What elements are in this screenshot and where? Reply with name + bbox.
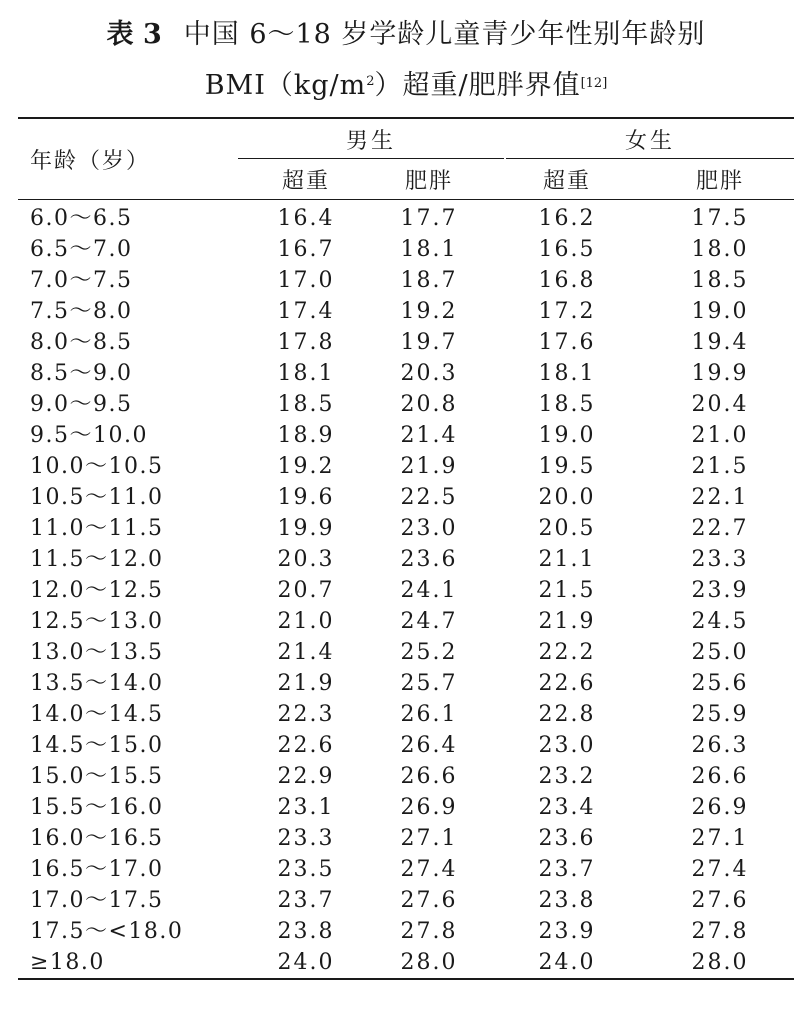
table-row <box>18 761 794 792</box>
boys-obese-cell: 26.9 <box>400 795 458 820</box>
girls-overweight-cell: 17.2 <box>538 299 596 324</box>
girls-overweight-cell: 21.1 <box>538 547 596 572</box>
age-range-cell: 11.0～11.5 <box>30 516 164 541</box>
table-row <box>18 296 794 327</box>
age-range-cell: 8.5～9.0 <box>30 361 133 386</box>
table-row <box>18 420 794 451</box>
age-range-cell: 9.0～9.5 <box>30 392 133 417</box>
girls-obese-cell: 27.4 <box>691 857 749 882</box>
boys-obese-cell: 25.2 <box>400 640 458 665</box>
age-range-cell: ≥18.0 <box>30 950 105 975</box>
boys-overweight-cell: 17.4 <box>277 299 335 324</box>
boys-obese-cell: 27.4 <box>400 857 458 882</box>
girls-obese-cell: 19.4 <box>691 330 749 355</box>
boys-overweight-cell: 23.8 <box>277 919 335 944</box>
age-range-cell: 11.5～12.0 <box>30 547 164 572</box>
boys-obese-cell: 20.3 <box>400 361 458 386</box>
bmi-cutoff-table <box>18 117 794 980</box>
age-range-cell: 16.0～16.5 <box>30 826 164 851</box>
boys-obese-cell: 17.7 <box>400 206 458 231</box>
age-range-cell: 12.5～13.0 <box>30 609 164 634</box>
boys-obese-cell: 26.1 <box>400 702 458 727</box>
boys-obese-cell: 28.0 <box>400 950 458 975</box>
girls-overweight-cell: 16.2 <box>538 206 596 231</box>
girls-obese-cell: 21.5 <box>691 454 749 479</box>
reference-marker: [12] <box>580 76 608 91</box>
age-range-cell: 13.0～13.5 <box>30 640 164 665</box>
boys-obese-cell: 21.4 <box>400 423 458 448</box>
boys-overweight-cell: 22.6 <box>277 733 335 758</box>
girls-obese-cell: 19.9 <box>691 361 749 386</box>
boys-overweight-cell: 20.7 <box>277 578 335 603</box>
age-range-cell: 13.5～14.0 <box>30 671 164 696</box>
age-range-cell: 7.5～8.0 <box>30 299 133 324</box>
girls-obese-cell: 25.0 <box>691 640 749 665</box>
boys-overweight-cell: 23.3 <box>277 826 335 851</box>
table-row <box>18 544 794 575</box>
girls-overweight-cell: 22.2 <box>538 640 596 665</box>
boys-group-header: 男生 <box>236 118 506 159</box>
girls-overweight-cell: 23.6 <box>538 826 596 851</box>
unit-exponent: 2 <box>366 74 375 89</box>
boys-overweight-header: 超重 <box>236 159 362 200</box>
girls-obese-cell: 26.9 <box>691 795 749 820</box>
boys-obese-cell: 19.2 <box>400 299 458 324</box>
girls-obese-cell: 24.5 <box>691 609 749 634</box>
girls-overweight-cell: 23.4 <box>538 795 596 820</box>
boys-overweight-cell: 21.0 <box>277 609 335 634</box>
girls-overweight-header: 超重 <box>506 159 632 200</box>
boys-overweight-cell: 18.9 <box>277 423 335 448</box>
table-subtitle: ）超重/肥胖界值 <box>374 70 581 101</box>
boys-obese-cell: 26.6 <box>400 764 458 789</box>
girls-overweight-cell: 19.0 <box>538 423 596 448</box>
boys-obese-cell: 22.5 <box>400 485 458 510</box>
age-range-cell: 17.5～<18.0 <box>30 919 184 944</box>
boys-obese-cell: 19.7 <box>400 330 458 355</box>
girls-obese-cell: 26.6 <box>691 764 749 789</box>
table-row <box>18 482 794 513</box>
table-row <box>18 823 794 854</box>
table-row <box>18 389 794 420</box>
girls-obese-cell: 27.8 <box>691 919 749 944</box>
boys-overweight-cell: 23.1 <box>277 795 335 820</box>
boys-overweight-cell: 17.0 <box>277 268 335 293</box>
table-row <box>18 606 794 637</box>
boys-obese-cell: 23.6 <box>400 547 458 572</box>
table-row <box>18 916 794 947</box>
girls-obese-cell: 28.0 <box>691 950 749 975</box>
table-caption-line-1 <box>0 15 812 55</box>
age-range-cell: 7.0～7.5 <box>30 268 133 293</box>
boys-overweight-cell: 21.4 <box>277 640 335 665</box>
boys-overweight-cell: 20.3 <box>277 547 335 572</box>
age-range-cell: 10.0～10.5 <box>30 454 164 479</box>
girls-obese-header: 肥胖 <box>632 159 794 200</box>
girls-obese-cell: 18.5 <box>691 268 749 293</box>
girls-overweight-cell: 18.1 <box>538 361 596 386</box>
girls-obese-cell: 23.3 <box>691 547 749 572</box>
table-row <box>18 358 794 389</box>
girls-overweight-cell: 21.9 <box>538 609 596 634</box>
girls-overweight-cell: 23.7 <box>538 857 596 882</box>
girls-obese-cell: 26.3 <box>691 733 749 758</box>
girls-overweight-cell: 23.0 <box>538 733 596 758</box>
girls-obese-cell: 27.6 <box>691 888 749 913</box>
girls-overweight-cell: 23.8 <box>538 888 596 913</box>
girls-overweight-cell: 23.2 <box>538 764 596 789</box>
age-range-cell: 17.0～17.5 <box>30 888 164 913</box>
boys-overweight-cell: 19.2 <box>277 454 335 479</box>
table-number: 表 3 <box>106 19 162 50</box>
table-row <box>18 200 794 235</box>
boys-overweight-cell: 22.3 <box>277 702 335 727</box>
girls-obese-cell: 22.7 <box>691 516 749 541</box>
age-range-cell: 8.0～8.5 <box>30 330 133 355</box>
boys-obese-cell: 21.9 <box>400 454 458 479</box>
girls-obese-cell: 27.1 <box>691 826 749 851</box>
boys-obese-header: 肥胖 <box>362 159 506 200</box>
table-row <box>18 265 794 296</box>
table-row <box>18 854 794 885</box>
age-range-cell: 12.0～12.5 <box>30 578 164 603</box>
girls-obese-cell: 19.0 <box>691 299 749 324</box>
boys-obese-cell: 27.1 <box>400 826 458 851</box>
age-range-cell: 15.5～16.0 <box>30 795 164 820</box>
table-row <box>18 575 794 606</box>
girls-overweight-cell: 20.0 <box>538 485 596 510</box>
boys-overweight-cell: 16.4 <box>277 206 335 231</box>
boys-overweight-cell: 21.9 <box>277 671 335 696</box>
girls-overweight-cell: 22.8 <box>538 702 596 727</box>
boys-obese-cell: 27.8 <box>400 919 458 944</box>
table-row <box>18 451 794 482</box>
girls-overweight-cell: 22.6 <box>538 671 596 696</box>
age-range-cell: 9.5～10.0 <box>30 423 148 448</box>
girls-overweight-cell: 16.8 <box>538 268 596 293</box>
table-row <box>18 699 794 730</box>
age-range-cell: 15.0～15.5 <box>30 764 164 789</box>
boys-overweight-cell: 17.8 <box>277 330 335 355</box>
age-range-cell: 10.5～11.0 <box>30 485 164 510</box>
table-row <box>18 637 794 668</box>
age-range-cell: 16.5～17.0 <box>30 857 164 882</box>
table-caption-line-2 <box>0 66 812 106</box>
boys-obese-cell: 18.7 <box>400 268 458 293</box>
boys-overweight-cell: 19.6 <box>277 485 335 510</box>
table-row <box>18 947 794 979</box>
table-body <box>18 200 794 980</box>
boys-obese-cell: 27.6 <box>400 888 458 913</box>
boys-obese-cell: 25.7 <box>400 671 458 696</box>
table-row <box>18 885 794 916</box>
girls-overweight-cell: 23.9 <box>538 919 596 944</box>
girls-obese-cell: 22.1 <box>691 485 749 510</box>
girls-overweight-cell: 24.0 <box>538 950 596 975</box>
age-column-header: 年龄（岁） <box>18 118 236 200</box>
table-title: 中国 6～18 岁学龄儿童青少年性别年龄别 <box>183 19 706 50</box>
boys-overweight-cell: 23.7 <box>277 888 335 913</box>
girls-overweight-cell: 21.5 <box>538 578 596 603</box>
boys-overweight-cell: 16.7 <box>277 237 335 262</box>
header-row-groups <box>18 118 794 159</box>
girls-obese-cell: 25.6 <box>691 671 749 696</box>
age-range-cell: 6.5～7.0 <box>30 237 133 262</box>
table-row <box>18 668 794 699</box>
girls-overweight-cell: 20.5 <box>538 516 596 541</box>
boys-overweight-cell: 19.9 <box>277 516 335 541</box>
table-row <box>18 327 794 358</box>
boys-obese-cell: 24.7 <box>400 609 458 634</box>
age-range-cell: 14.5～15.0 <box>30 733 164 758</box>
boys-obese-cell: 18.1 <box>400 237 458 262</box>
boys-overweight-cell: 18.1 <box>277 361 335 386</box>
girls-overweight-cell: 18.5 <box>538 392 596 417</box>
boys-overweight-cell: 24.0 <box>277 950 335 975</box>
boys-overweight-cell: 23.5 <box>277 857 335 882</box>
girls-obese-cell: 25.9 <box>691 702 749 727</box>
girls-overweight-cell: 16.5 <box>538 237 596 262</box>
girls-obese-cell: 20.4 <box>691 392 749 417</box>
girls-overweight-cell: 19.5 <box>538 454 596 479</box>
girls-overweight-cell: 17.6 <box>538 330 596 355</box>
unit-label: BMI（kg/m <box>204 70 367 101</box>
girls-obese-cell: 23.9 <box>691 578 749 603</box>
age-range-cell: 6.0～6.5 <box>30 206 133 231</box>
boys-overweight-cell: 18.5 <box>277 392 335 417</box>
boys-obese-cell: 23.0 <box>400 516 458 541</box>
boys-obese-cell: 20.8 <box>400 392 458 417</box>
boys-obese-cell: 24.1 <box>400 578 458 603</box>
girls-obese-cell: 18.0 <box>691 237 749 262</box>
boys-obese-cell: 26.4 <box>400 733 458 758</box>
table-row <box>18 513 794 544</box>
girls-obese-cell: 21.0 <box>691 423 749 448</box>
table-row <box>18 792 794 823</box>
table-row <box>18 730 794 761</box>
girls-obese-cell: 17.5 <box>691 206 749 231</box>
boys-overweight-cell: 22.9 <box>277 764 335 789</box>
girls-group-header: 女生 <box>506 118 794 159</box>
age-range-cell: 14.0～14.5 <box>30 702 164 727</box>
table-row <box>18 234 794 265</box>
